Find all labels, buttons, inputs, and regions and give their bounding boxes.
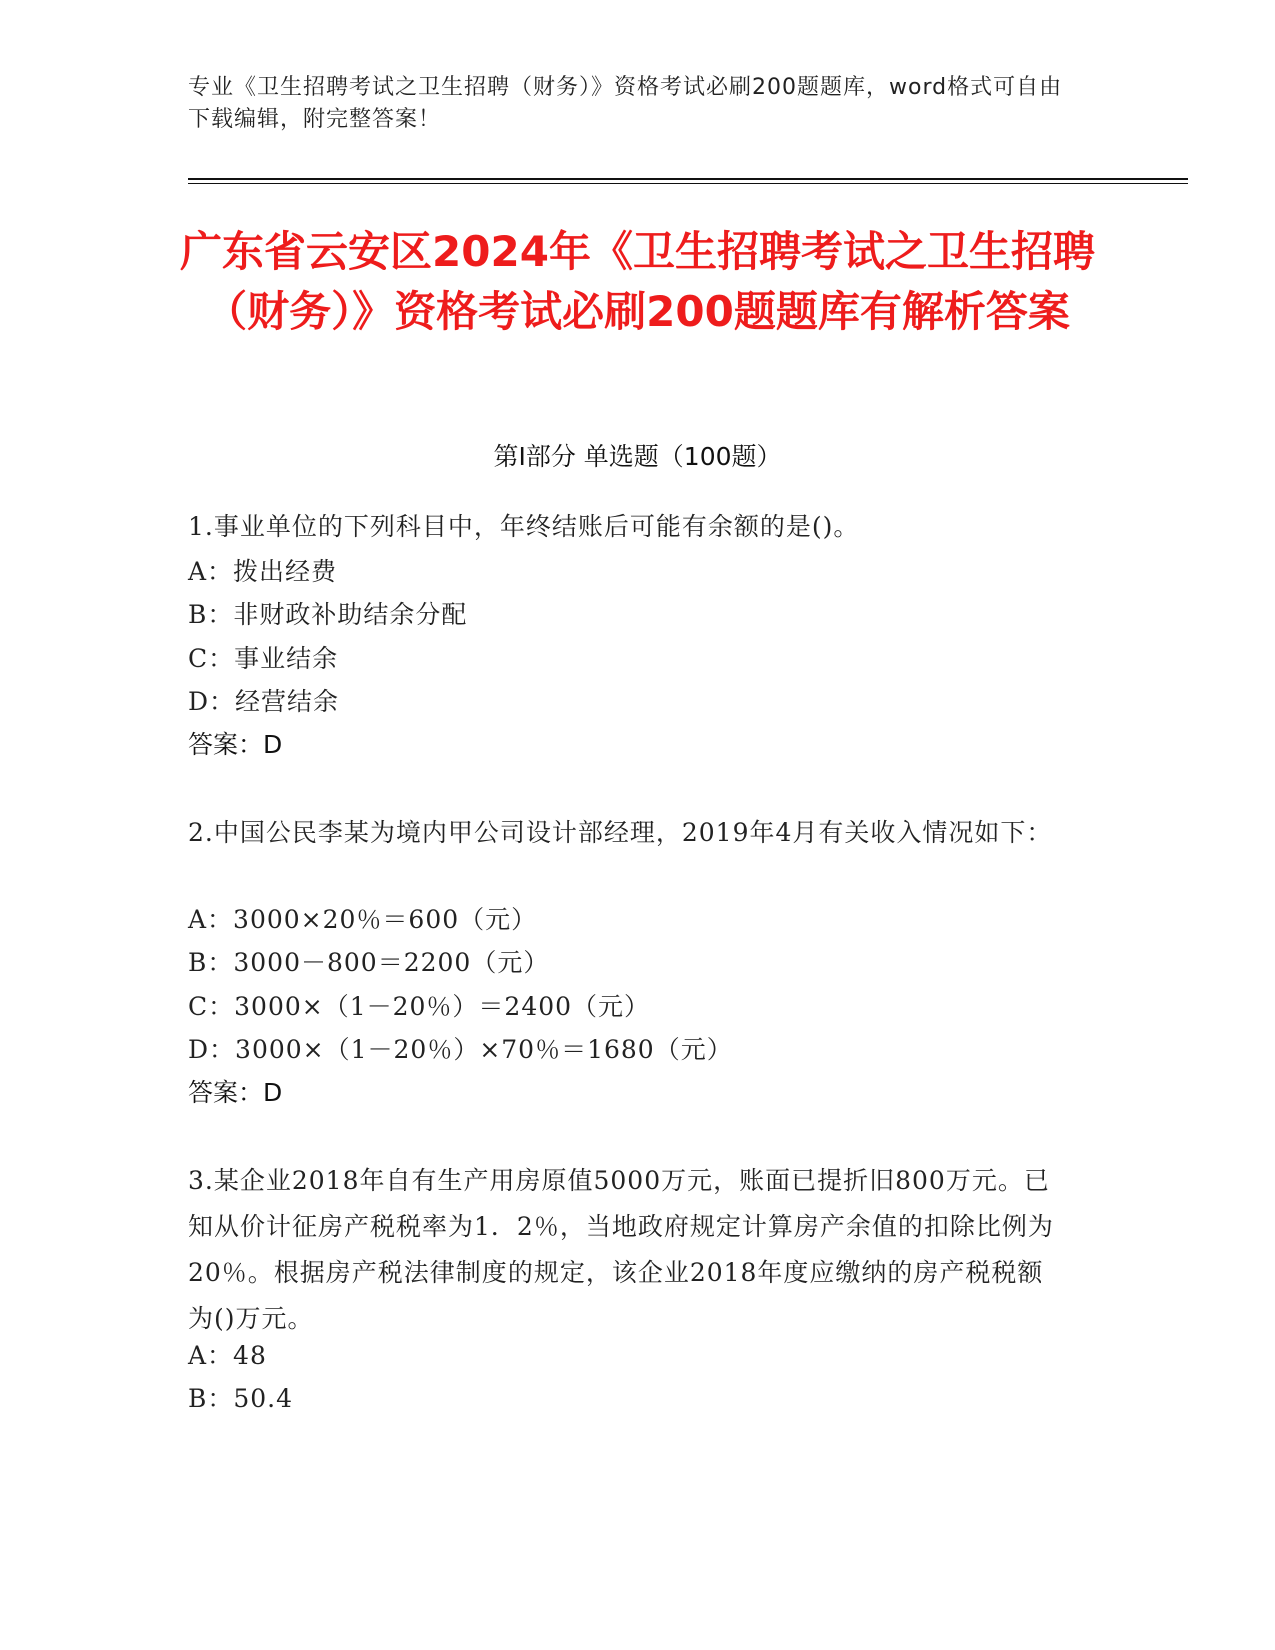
question-1-option-a: A：拨出经费 xyxy=(188,557,338,586)
header-rule-thick xyxy=(188,178,1188,180)
question-1-answer: 答案：D xyxy=(188,730,283,759)
question-2-option-c: C：3000×（1－20％）＝2400（元） xyxy=(188,992,651,1021)
question-1-option-d: D：经营结余 xyxy=(188,687,340,716)
question-2-answer: 答案：D xyxy=(188,1078,283,1107)
question-1-option-c: C：事业结余 xyxy=(188,644,339,673)
question-2-text: 2.中国公民李某为境内甲公司设计部经理，2019年4月有关收入情况如下： xyxy=(188,818,1053,847)
question-2-option-d: D：3000×（1－20％）×70％＝1680（元） xyxy=(188,1035,733,1064)
question-2-option-a: A：3000×20％＝600（元） xyxy=(188,905,538,934)
question-1-option-b: B：非财政补助结余分配 xyxy=(188,600,468,629)
question-3-text: 3.某企业2018年自有生产用房原值5000万元，账面已提折旧800万元。已知从价计征房产税税率为1．2％，当地政府规定计算房产余值的扣除比例为20％。根据房产税法律制度的规定，该企业2018年度应缴纳的房产税税额为()万元。 xyxy=(188,1166,1054,1333)
question-1-text: 1.事业单位的下列科目中，年终结账后可能有余额的是()。 xyxy=(188,512,860,541)
question-3-option-a: A：48 xyxy=(188,1341,267,1370)
intro-text: 专业《卫生招聘考试之卫生招聘（财务）》资格考试必刷200题题库，word格式可自由下载编辑，附完整答案！ xyxy=(188,75,1063,132)
document-title: 广东省云安区2024年《卫生招聘考试之卫生招聘（财务）》资格考试必刷200题题库有解析答案 xyxy=(180,227,1095,336)
header-rule-thin xyxy=(188,183,1188,184)
question-3-option-b: B：50.4 xyxy=(188,1384,294,1413)
question-2-option-b: B：3000－800＝2200（元） xyxy=(188,948,550,977)
section-heading: 第Ⅰ部分 单选题（100题） xyxy=(493,442,782,471)
